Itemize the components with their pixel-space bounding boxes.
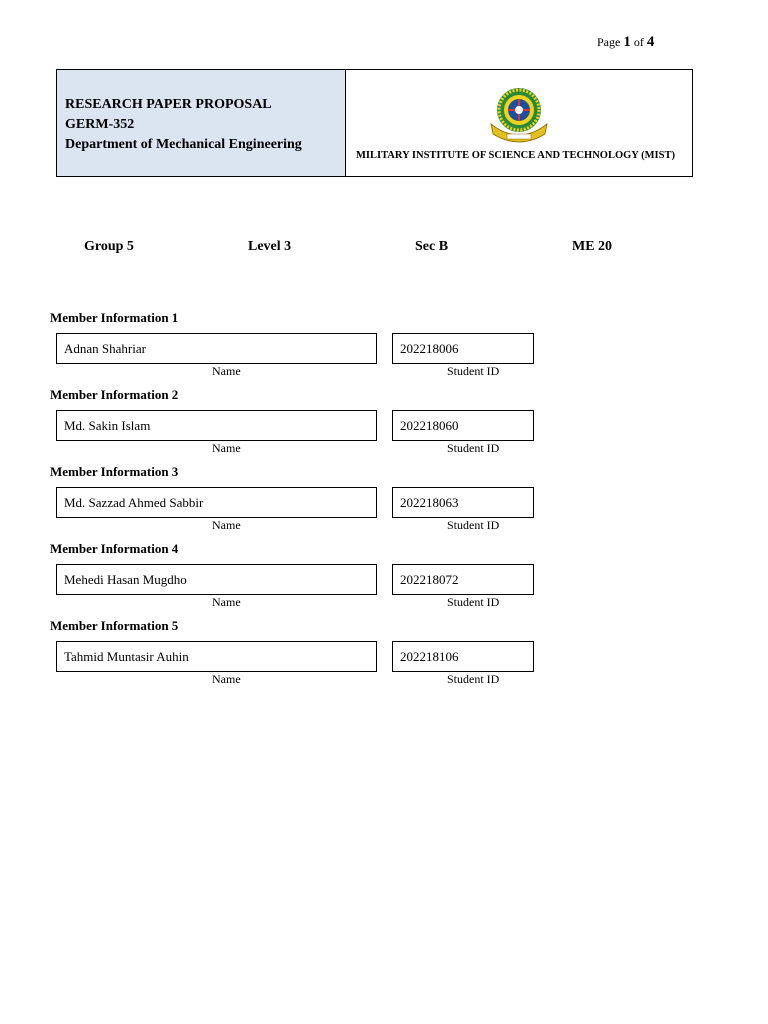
proposal-title: RESEARCH PAPER PROPOSAL: [65, 97, 272, 112]
header-left-panel: [57, 70, 346, 176]
member-name-field[interactable]: Md. Sakin Islam: [56, 410, 377, 441]
member-student-id-field[interactable]: 202218060: [392, 410, 534, 441]
department-name: Department of Mechanical Engineering: [65, 137, 302, 152]
course-code: GERM-352: [65, 117, 135, 132]
member-student-id-field[interactable]: 202218063: [392, 487, 534, 518]
student-id-caption: Student ID: [447, 672, 500, 686]
page-of: of: [633, 35, 644, 49]
student-id-caption: Student ID: [447, 441, 500, 455]
member-heading: Member Information 3: [50, 464, 179, 479]
batch-label: ME 20: [572, 239, 613, 254]
member-heading: Member Information 5: [50, 618, 179, 633]
name-caption: Name: [212, 595, 241, 609]
member-name-field[interactable]: Tahmid Muntasir Auhin: [56, 641, 377, 672]
member-heading: Member Information 1: [50, 310, 179, 325]
student-id-caption: Student ID: [447, 364, 500, 378]
name-caption: Name: [212, 672, 241, 686]
name-caption: Name: [212, 518, 241, 532]
section-label: Sec B: [415, 239, 449, 254]
level-label: Level 3: [248, 239, 292, 254]
page-number: [597, 34, 654, 51]
member-name-field[interactable]: Mehedi Hasan Mugdho: [56, 564, 377, 595]
page-total: 4: [646, 34, 655, 50]
header-box: [56, 69, 693, 177]
name-caption: Name: [212, 364, 241, 378]
mist-crest-logo-icon: [487, 84, 551, 144]
page-current: 1: [623, 34, 631, 50]
member-student-id-field[interactable]: 202218072: [392, 564, 534, 595]
member-name-field[interactable]: Md. Sazzad Ahmed Sabbir: [56, 487, 377, 518]
page-prefix: Page: [597, 35, 621, 49]
member-student-id-field[interactable]: 202218106: [392, 641, 534, 672]
student-id-caption: Student ID: [447, 518, 500, 532]
student-id-caption: Student ID: [447, 595, 500, 609]
member-heading: Member Information 2: [50, 387, 179, 402]
member-heading: Member Information 4: [50, 541, 179, 556]
member-name-field[interactable]: Adnan Shahriar: [56, 333, 377, 364]
group-label: Group 5: [84, 239, 134, 254]
institution-name: MILITARY INSTITUTE OF SCIENCE AND TECHNOLOGY (MIST): [356, 150, 675, 161]
name-caption: Name: [212, 441, 241, 455]
member-student-id-field[interactable]: 202218006: [392, 333, 534, 364]
header-right-panel: [346, 70, 692, 176]
